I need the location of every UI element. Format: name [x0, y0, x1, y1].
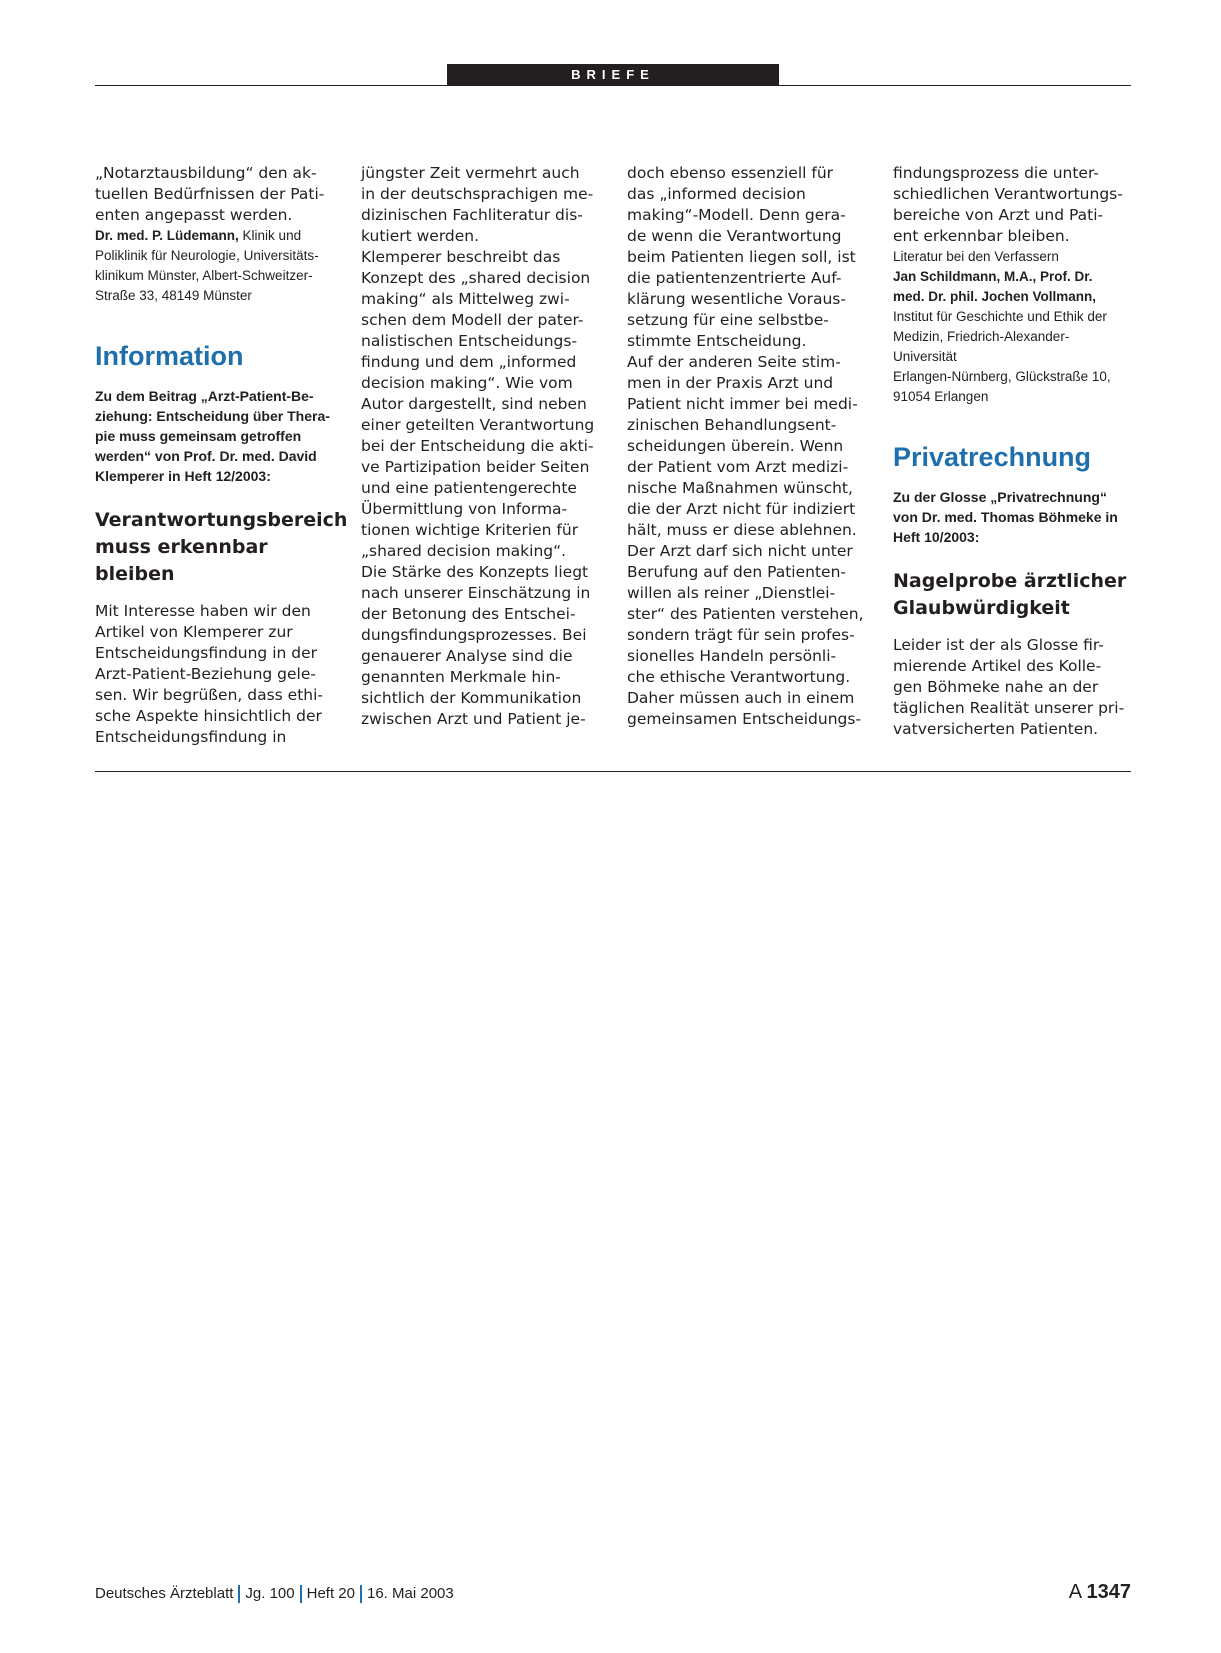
letter-headline: Nagelprobe ärztlicher Glaubwürdigkeit — [893, 570, 1127, 619]
content-bottom-rule — [95, 771, 1131, 772]
footer-separator — [238, 1585, 240, 1603]
body-text: findungsprozess die unter- schiedlichen Verantwortungs- bereiche von Arzt und Pati- ent erkennbar bleiben. — [893, 164, 1123, 245]
journal-volume: Jg. 100 — [245, 1585, 295, 1602]
body-text: jüngster Zeit vermehrt auch in der deutschsprachigen me- dizinischen Fachliteratur dis- kutiert werden. Klemperer beschreibt das Konzept des „shared decision making“ als Mittelweg zwi- schen dem Modell der pater- nalistischen Entscheidungs- findung und dem „informed decision making“. Wie vom Autor dargestellt, sind neben einer geteilten Verantwortung bei der Entscheidung die akti- ve Partizipation beider Seiten und eine patientengerechte Übermittlung von Informa- tionen wichtige Kriterien für „shared decision making“. Die Stärke des Konzepts liegt nach unserer Einschätzung in der Betonung des Entschei- dungsfindungsprozesses. Bei genauerer Analyse sind die genannten Merkmale hin- sichtlich der Kommunikation zwischen Arzt und Patient je- — [361, 164, 595, 728]
article-reference-intro: Zu der Glosse „Privatrechnung“ von Dr. med. Thomas Böhmeke in Heft 10/2003: — [893, 489, 1118, 545]
author-name: Dr. med. P. Lüdemann, — [95, 228, 239, 243]
footer-separator — [300, 1585, 302, 1603]
body-text: Mit Interesse haben wir den Artikel von Klemperer zur Entscheidungsfindung in der Arzt-Patient-Beziehung gele- sen. Wir begrüßen, dass ethi- sche Aspekte hinsichtlich der Entscheidungsfindung in — [95, 602, 324, 746]
body-text: Leider ist der als Glosse fir- mierende Artikel des Kolle- gen Böhmeke nahe an der täglichen Realität unserer pri- vatversicherten Patienten. — [893, 636, 1125, 738]
author-names: Jan Schildmann, M.A., Prof. Dr. med. Dr. phil. Jochen Vollmann, — [893, 269, 1097, 304]
column-4 — [893, 163, 1133, 740]
column-2 — [361, 163, 601, 730]
body-text: doch ebenso essenziell für das „informed decision making“-Modell. Denn gera- de wenn die Verantwortung beim Patienten liegen soll, ist die patientenzentrierte Auf- klärung wesentliche Voraus- setzung für eine selbstbe- stimmte Entscheidung. Auf der anderen Seite stim- men in der Praxis Arzt und Patient nicht immer bei medi- zinischen Behandlungsent- scheidungen überein. Wenn der Patient vom Arzt medizi- nische Maßnahmen wünscht, die der Arzt nicht für indiziert hält, muss er diese ablehnen. Der Arzt darf sich nicht unter Berufung auf den Patienten- willen als reiner „Dienstlei- ster“ des Patienten verstehen, sondern trägt für sein profes- sionelles Handeln persönli- che ethische Verantwortung. Daher müssen auch in einem gemeinsamen Entscheidungs- — [627, 164, 864, 728]
footer-publication-info — [95, 1584, 454, 1604]
page-prefix: A — [1068, 1581, 1081, 1603]
footer-separator — [360, 1585, 362, 1603]
author-affiliation: Institut für Geschichte und Ethik der Medizin, Friedrich-Alexander-Universität Erlangen-Nürnberg, Glückstraße 10, 91054 Erlangen — [893, 309, 1111, 404]
body-text: „Notarztausbildung“ den ak- tuellen Bedürfnissen der Pati- enten angepasst werden. — [95, 164, 325, 224]
column-1 — [95, 163, 348, 748]
section-title-privatrechnung: Privatrechnung — [893, 442, 1092, 472]
article-reference-intro: Zu dem Beitrag „Arzt-Patient-Be- ziehung: Entscheidung über Thera- pie muss gemeinsam getroffen werden“ von Prof. Dr. med. David Klemperer in Heft 12/2003: — [95, 388, 330, 484]
author-affiliation: Klinik und Poliklinik für Neurologie, Universitäts- klinikum Münster, Albert-Schweitzer- Straße 33, 48149 Münster — [95, 228, 319, 303]
header-rule — [95, 85, 1131, 86]
section-title-information: Information — [95, 341, 244, 371]
literature-note: Literatur bei den Verfassern — [893, 249, 1059, 264]
letter-headline: Verantwortungsbereich muss erkennbar bleiben — [95, 509, 348, 585]
page-number — [1069, 1580, 1131, 1604]
journal-issue: Heft 20 — [306, 1585, 355, 1602]
page-number-value: 1347 — [1086, 1581, 1131, 1603]
section-header-label: BRIEFE — [447, 64, 779, 85]
journal-name: Deutsches Ärzteblatt — [95, 1585, 234, 1602]
column-3 — [627, 163, 867, 730]
author-byline — [95, 226, 335, 306]
publication-date: 16. Mai 2003 — [367, 1585, 454, 1602]
